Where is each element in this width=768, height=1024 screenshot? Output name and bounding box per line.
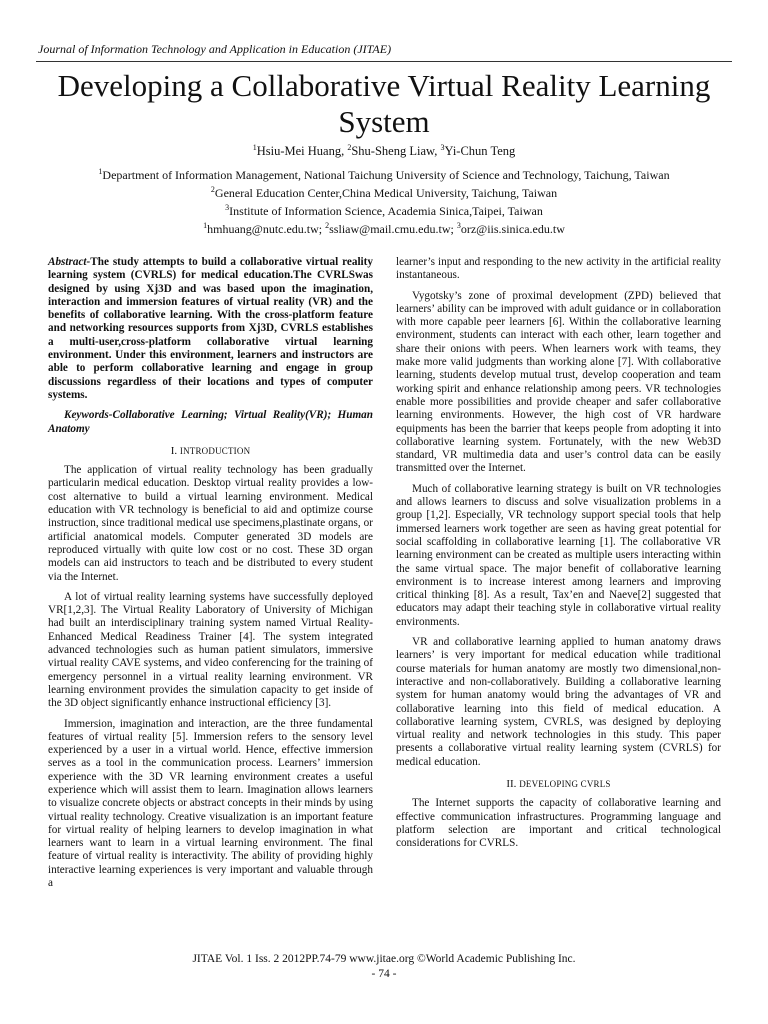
email-3: orz@iis.sinica.edu.tw: [460, 222, 565, 236]
intro-paragraph-5: Vygotsky’s zone of proximal development (ZPD) believed that learners’ ability can be improved with adult guidance or in collaboration with more capable peer learners [6]. Within the collaborative learning environment, students can interact with each other, learn together and share their onions with peers. When learners work with teams, they make more valid judgments than working alone [7]. With collaborative learning, students develop mutual trust, develop cooperation and team working spirit and enhance relationship among peers. VR technologies enable more possibilities and provide cheaper and safer collaborative learning environments. However, the high cost of VR hardware equipments has been the barrier that keeps people from adopting it into collaborative learning system. Fortunately, with the new Web3D standard, VR multimedia data and user’s control data can be easily transmitted over the Internet.: [396, 289, 721, 475]
footer-citation: JITAE Vol. 1 Iss. 2 2012PP.74-79 www.jitae.org ©World Academic Publishing Inc.: [192, 953, 576, 965]
intro-paragraph-7: VR and collaborative learning applied to human anatomy draws learners’ is very important for medical education while traditional course materials for human anatomy are mostly two dimensional,non-interactive and non-collaboratively. Building a collaborative learning system for human anatomy would bring the advantages of VR and collaborative learning into this field of medical education. A collaborative learning system, CVRLS, was designed by deploying virtual reality and network technologies in this study. This paper presents a collaborative virtual reality learning system (CVRLS) for medical education.: [396, 636, 721, 768]
author-emails: [30, 218, 738, 237]
affiliation-3: [30, 200, 738, 219]
affiliation-3-sup: 3: [225, 203, 230, 212]
intro-paragraph-4: learner’s input and responding to the new activity in the artificial reality instantaneous.: [396, 256, 721, 282]
paper-title: Developing a Collaborative Virtual Reality Learning System: [57, 68, 711, 139]
section-2-title: DEVELOPING CVRLS: [519, 778, 611, 789]
abstract-lead: Abstract-: [48, 256, 91, 268]
section-heading-developing-cvrls: [396, 778, 721, 791]
email-2-sup: 2: [325, 221, 330, 230]
intro-paragraph-3: Immersion, imagination and interaction, are the three fundamental features of virtual reality [5]. Immersion refers to the sensory level experienced by a user in a virtual world. Hence, effective immersion serves as a tool in the communication process. Learners’ immersion experience with the 3D VR learning environment creates a useful experience which will assist them to learn. Imagination allows learners to visualize concrete objects or abstract concepts in their minds by using virtual reality technology. Creative visualization is an important feature for virtual reality of helping learners to develop imagination in what learners want to learn in a virtual learning environment. The final feature of virtual reality is interactivity. The ability of providing highly interactive learning experiences is very important and valuable through a: [48, 717, 373, 890]
email-1-sup: 1: [203, 221, 208, 230]
keywords: Keywords-Collaborative Learning; Virtual Reality(VR); Human Anatomy: [48, 409, 373, 435]
intro-paragraph-6: Much of collaborative learning strategy is built on VR technologies and allows learners to discuss and solve visualization problems in a group [1,2]. Especially, VR technology support special tools that help immersed learners work together are seen as having great potential for social scaffolding in collaborative learning [1]. The collaborative VR learning environment can be created as multiple users interacting within the same virtual space. The major benefit of collaborative learning environment is to increase interest among learners and improving critical thinking [8]. As a result, Tax’en and Naeve[2] suggested that educators may adapt their teaching style in collaborative virtual reality environments.: [396, 482, 721, 628]
affiliation-2-sup: 2: [210, 185, 215, 194]
affiliation-2-text: General Education Center,China Medical University, Taichung, Taiwan: [214, 186, 558, 200]
right-column: [396, 256, 721, 857]
section-1-number: I.: [170, 444, 178, 457]
affiliation-1: [30, 164, 738, 183]
journal-name: Journal of Information Technology and Application in Education (JITAE): [38, 42, 392, 56]
affiliation-1-text: Department of Information Management, National Taichung University of Science and Technology, Taichung, Taiwan: [102, 168, 670, 182]
abstract: [48, 256, 373, 402]
author-2: Shu-Sheng Liaw,: [351, 144, 441, 159]
author-2-sup: 2: [347, 143, 352, 152]
page-number: - 74 -: [371, 968, 397, 980]
author-3-sup: 3: [440, 143, 445, 152]
email-1: hmhuang@nutc.edu.tw;: [207, 222, 326, 236]
section-1-title: INTRODUCTION: [179, 445, 251, 456]
email-3-sup: 3: [456, 221, 461, 230]
section-2-number: II.: [506, 777, 517, 790]
affiliation-2: [30, 182, 738, 201]
author-3: Yi-Chun Teng: [444, 144, 516, 159]
intro-paragraph-1: The application of virtual reality technology has been gradually particularin medical education. Desktop virtual reality provides a low-cost alternative to build a virtual learning environment. Medical education with VR technology is beneficial to aid and optimize course instruction, since traditional medical use specimens,plastinate organs, or artificial anatomical models. Computer generated 3D models are reproduced virtually with quite low cost or no cost. These 3D organ models can aid instructors to teach and be distributed to every student via the Internet.: [48, 464, 373, 583]
affiliation-1-sup: 1: [98, 167, 103, 176]
author-list: [30, 143, 738, 159]
page-footer: [0, 952, 768, 982]
author-1: Hsiu-Mei Huang,: [256, 144, 348, 159]
abstract-text: The study attempts to build a collaborative virtual reality learning system (CVRLS) for medical education.The CVRLSwas designed by using Xj3D and was based upon the imagination, interaction and immersion features of virtual reality (VR) and the benefits of collaborative learning. With the cross-platform feature and networking resources supports from Xj3D, CVRLS establishes a multi-user,cross-platform collaborative virtual learning environment. Under this environment, learners and instructors are able to perform collaborative learning and engage in group discussions regardless of their locations and types of computer systems.: [48, 256, 373, 401]
section-2-paragraph-1: The Internet supports the capacity of collaborative learning and effective communication infrastructures. Programming language and platform selection are important and critical technological considerations for CVRLS.: [396, 797, 721, 850]
author-1-sup: 1: [252, 143, 257, 152]
header-rule: [36, 61, 732, 62]
left-column: [48, 256, 373, 897]
affiliation-3-text: Institute of Information Science, Academia Sinica,Taipei, Taiwan: [229, 204, 543, 218]
email-2: ssliaw@mail.cmu.edu.tw;: [329, 222, 457, 236]
section-heading-introduction: [48, 445, 373, 458]
intro-paragraph-2: A lot of virtual reality learning systems have successfully deployed VR[1,2,3]. The Virtual Reality Laboratory of University of Michigan had built an interdisciplinary training system named Virtual Reality-Enhanced Medical Readiness Trainer [4]. The system integrated advanced technologies such as human patient simulators, immersive virtual reality CAVE systems, and video conferencing for the training of emergency personnel in a virtual reality learning environment. VR learning environment provides the simulation capacity to get inside of the 3D object significantly enhance instructional efficiency [3].: [48, 590, 373, 710]
